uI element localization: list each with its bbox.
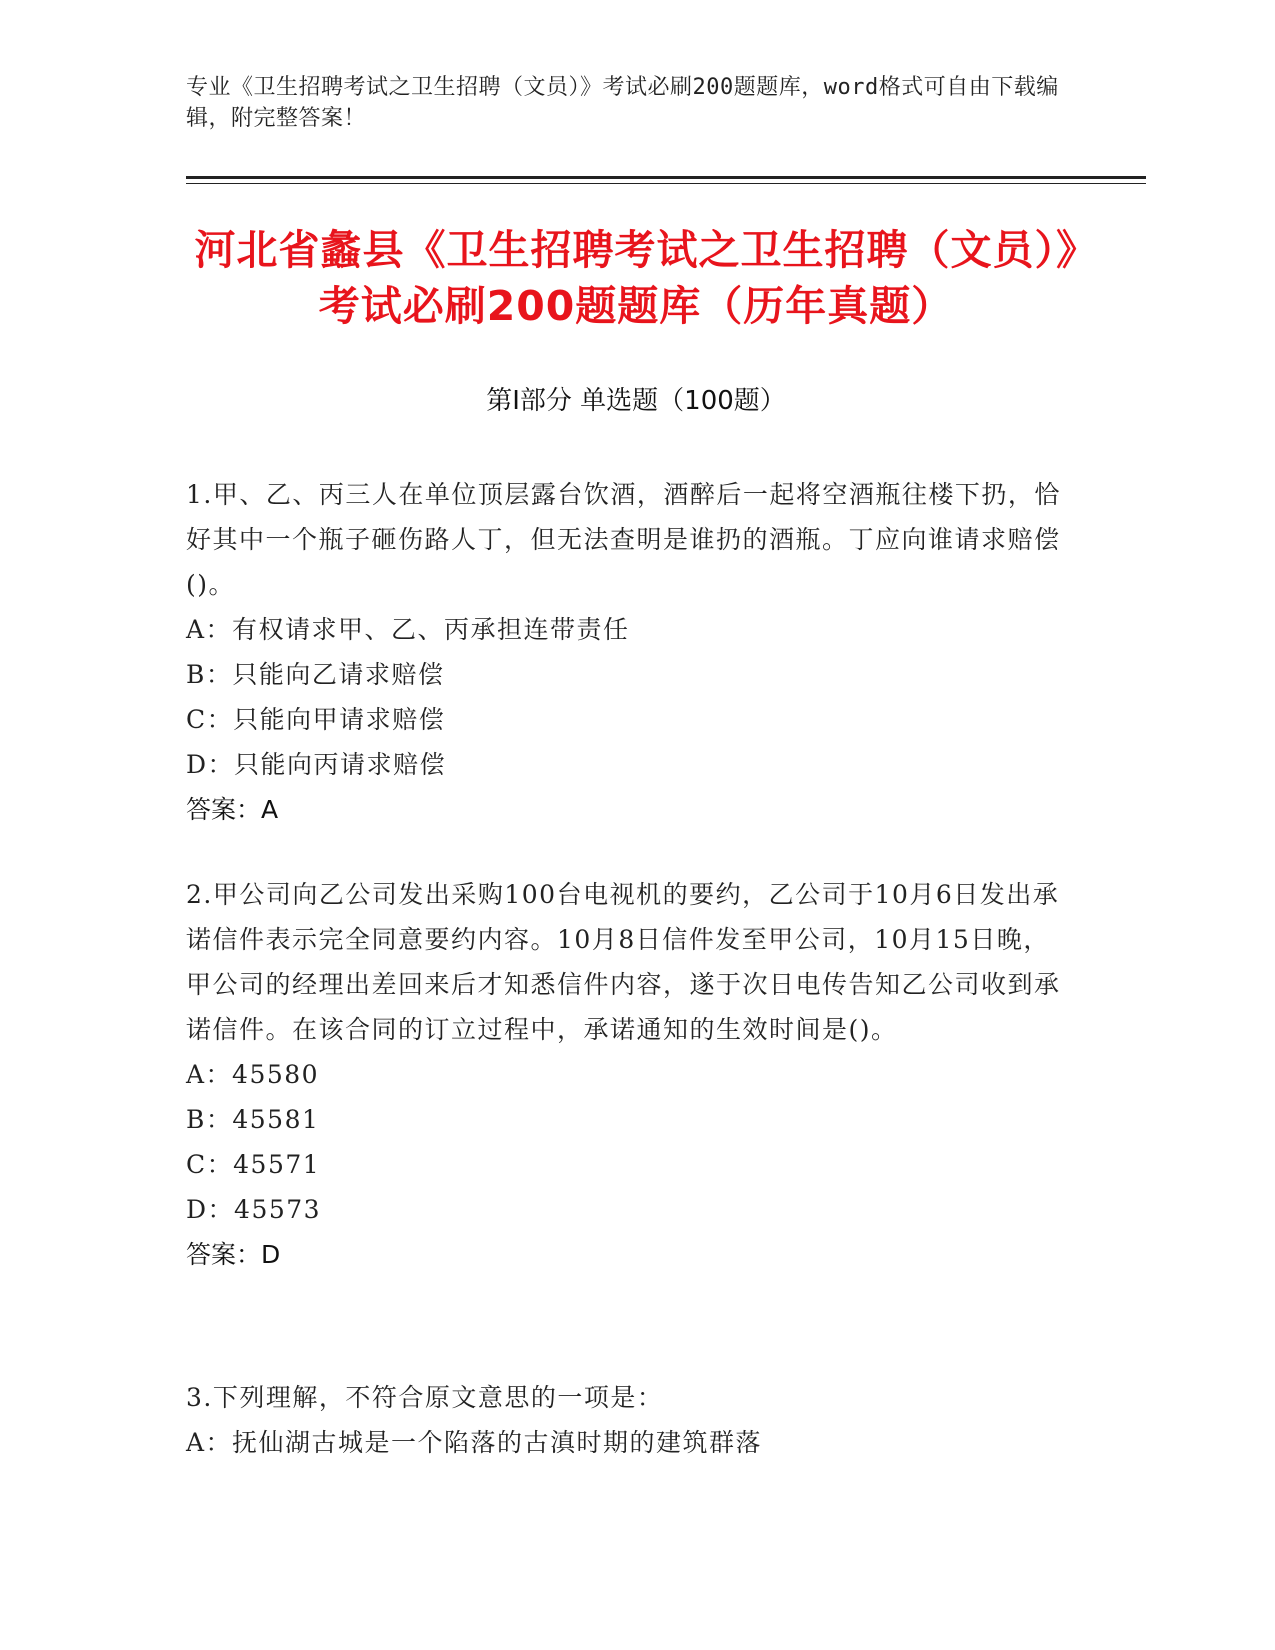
header-divider-thick [186,176,1146,179]
option-a: A：有权请求甲、乙、丙承担连带责任 [186,615,630,644]
answer: 答案：D [186,1240,281,1269]
question-stem: 1.甲、乙、丙三人在单位顶层露台饮酒，酒醉后一起将空酒瓶往楼下扔，恰好其中一个瓶子砸伤路人丁，但无法查明是谁扔的酒瓶。丁应向谁请求赔偿()。 [186,480,1061,599]
option-a: A：45580 [186,1060,320,1089]
header-note: 专业《卫生招聘考试之卫生招聘（文员）》考试必刷200题题库，word格式可自由下载编辑，附完整答案！ [186,75,1059,131]
question-2 [186,872,1066,1277]
section-title: 第Ⅰ部分 单选题（100题） [486,386,786,416]
option-d: D：45573 [186,1195,322,1224]
question-3 [186,1375,1066,1465]
question-1 [186,472,1066,832]
option-b: B：只能向乙请求赔偿 [186,660,445,689]
option-a: A：抚仙湖古城是一个陷落的古滇时期的建筑群落 [186,1428,763,1457]
option-c: C：45571 [186,1150,321,1179]
option-b: B：45581 [186,1105,320,1134]
document-title: 河北省蠡县《卫生招聘考试之卫生招聘（文员）》考试必刷200题题库（历年真题） [194,226,1078,330]
option-c: C：只能向甲请求赔偿 [186,705,446,734]
header-divider-thin [186,183,1146,184]
option-d: D：只能向丙请求赔偿 [186,750,447,779]
answer: 答案：A [186,795,279,824]
question-stem: 2.甲公司向乙公司发出采购100台电视机的要约，乙公司于10月6日发出承诺信件表示完全同意要约内容。10月8日信件发至甲公司，10月15日晚，甲公司的经理出差回来后才知悉信件内容，遂于次日电传告知乙公司收到承诺信件。在该合同的订立过程中，承诺通知的生效时间是()。 [186,880,1061,1044]
question-stem: 3.下列理解，不符合原文意思的一项是： [186,1383,664,1412]
